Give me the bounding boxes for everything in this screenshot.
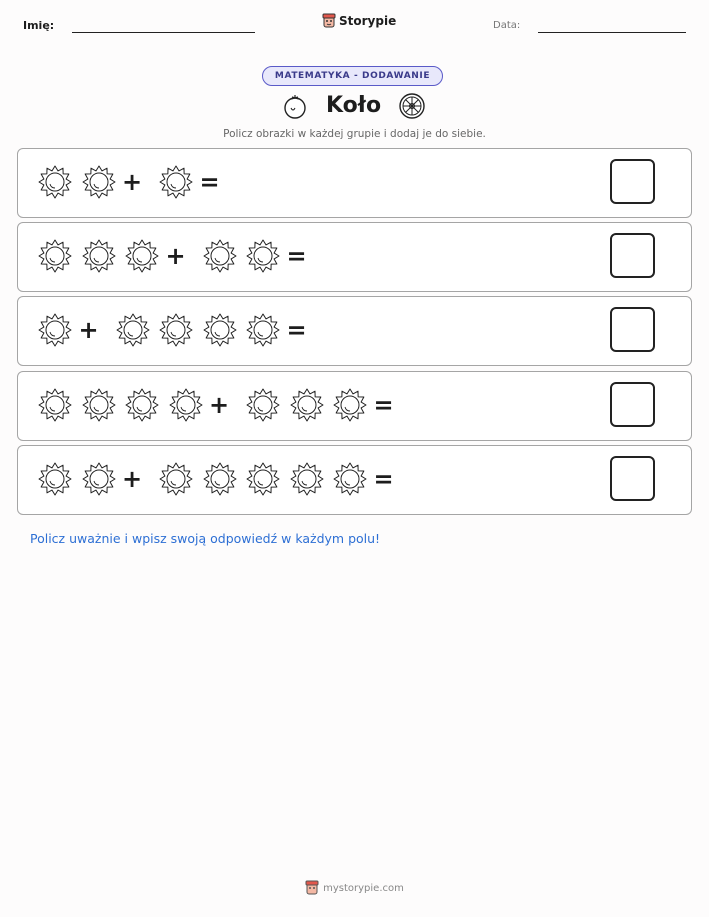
plus-sign: + <box>122 464 143 493</box>
sun-icon <box>38 388 72 422</box>
sun-icon <box>159 165 193 199</box>
title-row <box>0 92 709 120</box>
sun-icon <box>203 462 237 496</box>
sun-icon <box>169 388 203 422</box>
date-label: Data: <box>493 20 521 31</box>
tomato-icon <box>282 92 308 120</box>
answer-box[interactable] <box>610 382 655 427</box>
sun-icon <box>290 388 324 422</box>
sun-icon <box>125 239 159 273</box>
sun-icon <box>125 388 159 422</box>
problem-row <box>17 222 692 292</box>
answer-box[interactable] <box>610 159 655 204</box>
sun-icon <box>159 462 193 496</box>
date-line <box>538 32 686 33</box>
sun-icon <box>82 388 116 422</box>
footer-brand <box>0 880 709 896</box>
sun-icon <box>38 239 72 273</box>
name-label: Imię: <box>23 19 55 32</box>
problem-row <box>17 148 692 218</box>
equals-sign: = <box>286 316 307 345</box>
sun-icon <box>38 313 72 347</box>
plus-sign: + <box>209 390 230 419</box>
sun-icon <box>333 388 367 422</box>
brand-logo <box>322 13 396 29</box>
problem-row <box>17 445 692 515</box>
footer-site: mystorypie.com <box>323 882 404 894</box>
equals-sign: = <box>199 168 220 196</box>
sun-icon <box>82 165 116 199</box>
name-line <box>72 32 255 33</box>
sun-icon <box>203 313 237 347</box>
problem-row <box>17 371 692 441</box>
sun-icon <box>116 313 150 347</box>
equals-sign: = <box>286 242 307 271</box>
plus-sign: + <box>78 316 99 345</box>
sun-icon <box>246 313 280 347</box>
sun-icon <box>159 313 193 347</box>
sun-icon <box>246 462 280 496</box>
page-title: Koło <box>326 93 382 118</box>
answer-box[interactable] <box>610 233 655 278</box>
instruction-text: Policz obrazki w każdej grupie i dodaj je do siebie. <box>223 128 486 140</box>
equals-sign: = <box>373 464 394 493</box>
sun-icon <box>82 462 116 496</box>
answer-box[interactable] <box>610 456 655 501</box>
storypie-mascot-icon <box>322 13 336 29</box>
sun-icon <box>290 462 324 496</box>
sun-icon <box>38 462 72 496</box>
wheel-icon <box>398 92 426 120</box>
problem-row <box>17 296 692 366</box>
worksheet-header <box>0 0 709 50</box>
plus-sign: + <box>122 168 143 196</box>
sun-icon <box>246 388 280 422</box>
category-badge: MATEMATYKA - DODAWANIE <box>262 66 443 86</box>
storypie-mascot-icon <box>305 880 319 896</box>
sun-icon <box>333 462 367 496</box>
equals-sign: = <box>373 390 394 419</box>
plus-sign: + <box>165 242 186 271</box>
footer-note: Policz uważnie i wpisz swoją odpowiedź w każdym polu! <box>30 531 381 546</box>
brand-name: Storypie <box>339 14 397 28</box>
sun-icon <box>203 239 237 273</box>
sun-icon <box>38 165 72 199</box>
sun-icon <box>246 239 280 273</box>
sun-icon <box>82 239 116 273</box>
answer-box[interactable] <box>610 307 655 352</box>
